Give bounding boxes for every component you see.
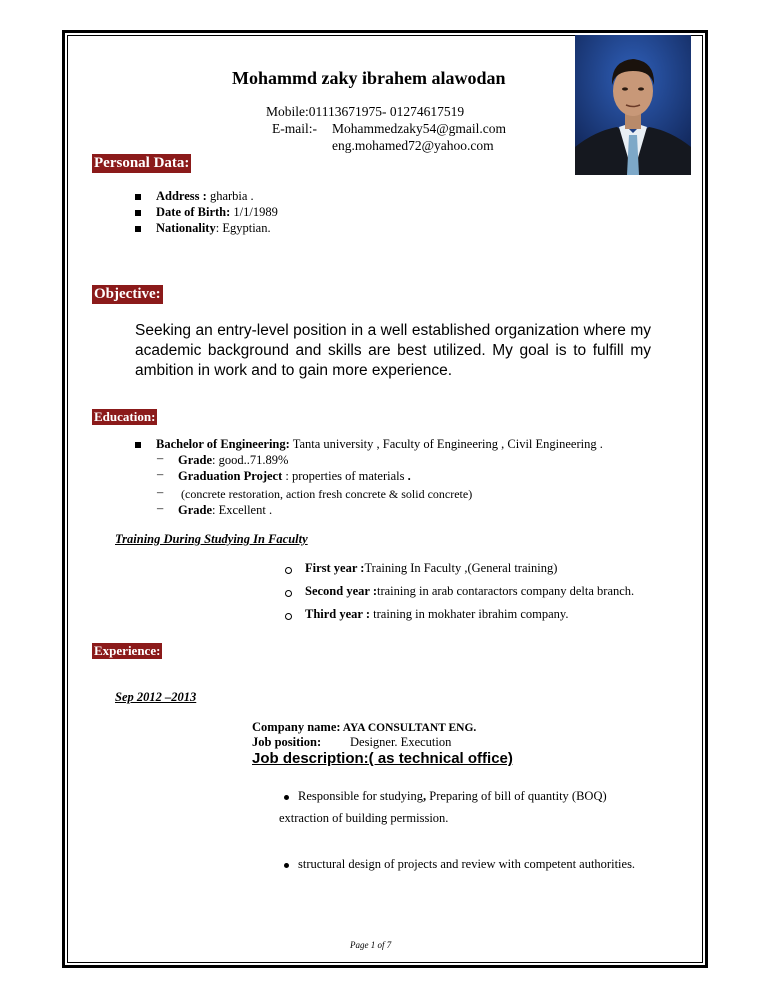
jd-item-2: structural design of projects and review with competent authorities.: [298, 857, 636, 871]
dot-bullet-icon: [284, 863, 289, 868]
dash-bullet-icon: –: [157, 451, 164, 465]
training-item-1: First year :Training In Faculty ,(General training): [305, 561, 558, 575]
bullet-square-icon: [135, 226, 141, 232]
address-line: Address : gharbia .: [156, 189, 254, 203]
project-line: Graduation Project : properties of materials .: [178, 469, 411, 483]
bullet-square-icon: [135, 210, 141, 216]
mobile-line: Mobile:01113671975- 01274617519: [266, 104, 465, 119]
bullet-square-icon: [135, 442, 141, 448]
dash-bullet-icon: –: [157, 485, 164, 499]
position-label: Job position:: [252, 735, 322, 749]
jd-item-1-cont: extraction of building permission.: [279, 811, 449, 825]
objective-heading: Objective:: [94, 286, 161, 302]
training-item-3: Third year : training in mokhater ibrahim company.: [305, 607, 569, 621]
position-value: Designer. Execution: [350, 735, 452, 749]
training-heading: Training During Studying In Faculty: [115, 532, 308, 546]
bullet-square-icon: [135, 194, 141, 200]
experience-period: Sep 2012 –2013: [115, 690, 197, 704]
dob-line: Date of Birth: 1/1/1989: [156, 205, 278, 219]
job-description-heading: Job description:( as technical office): [252, 750, 513, 767]
dot-bullet-icon: [284, 795, 289, 800]
nationality-line: Nationality: Egyptian.: [156, 221, 271, 235]
grade-line: Grade: good..71.89%: [178, 453, 289, 467]
education-heading: Education:: [94, 409, 156, 424]
email-primary: Mohammedzaky54@gmail.com: [332, 121, 507, 136]
jd-item-1: Responsible for studying, Preparing of bill of quantity (BOQ): [298, 789, 607, 803]
company-line: Company name: AYA CONSULTANT ENG.: [252, 720, 477, 734]
profile-photo: [575, 35, 691, 175]
degree-line: Bachelor of Engineering: Tanta university , Faculty of Engineering , Civil Engineering .: [156, 437, 603, 451]
email-secondary: eng.mohamed72@yahoo.com: [332, 138, 494, 153]
circle-bullet-icon: [285, 613, 292, 620]
grade2-line: Grade: Excellent .: [178, 503, 273, 517]
dash-bullet-icon: –: [157, 501, 164, 515]
personal-data-heading: Personal Data:: [94, 155, 190, 171]
training-item-2: Second year :training in arab contaractors company delta branch.: [305, 584, 635, 598]
circle-bullet-icon: [285, 590, 292, 597]
circle-bullet-icon: [285, 567, 292, 574]
dash-bullet-icon: –: [157, 467, 164, 481]
experience-heading: Experience:: [94, 643, 161, 658]
candidate-name: Mohammd zaky ibrahem alawodan: [232, 68, 506, 88]
page-number: Page 1 of 7: [350, 940, 392, 950]
email-label: E-mail:-: [272, 121, 317, 136]
project-detail: (concrete restoration, action fresh concrete & solid concrete): [181, 487, 473, 501]
objective-text: Seeking an entry-level position in a well established organization where my academic background and skills are best utilized. My goal is to fulfill my ambition in work and to gain more experience.: [135, 322, 651, 379]
